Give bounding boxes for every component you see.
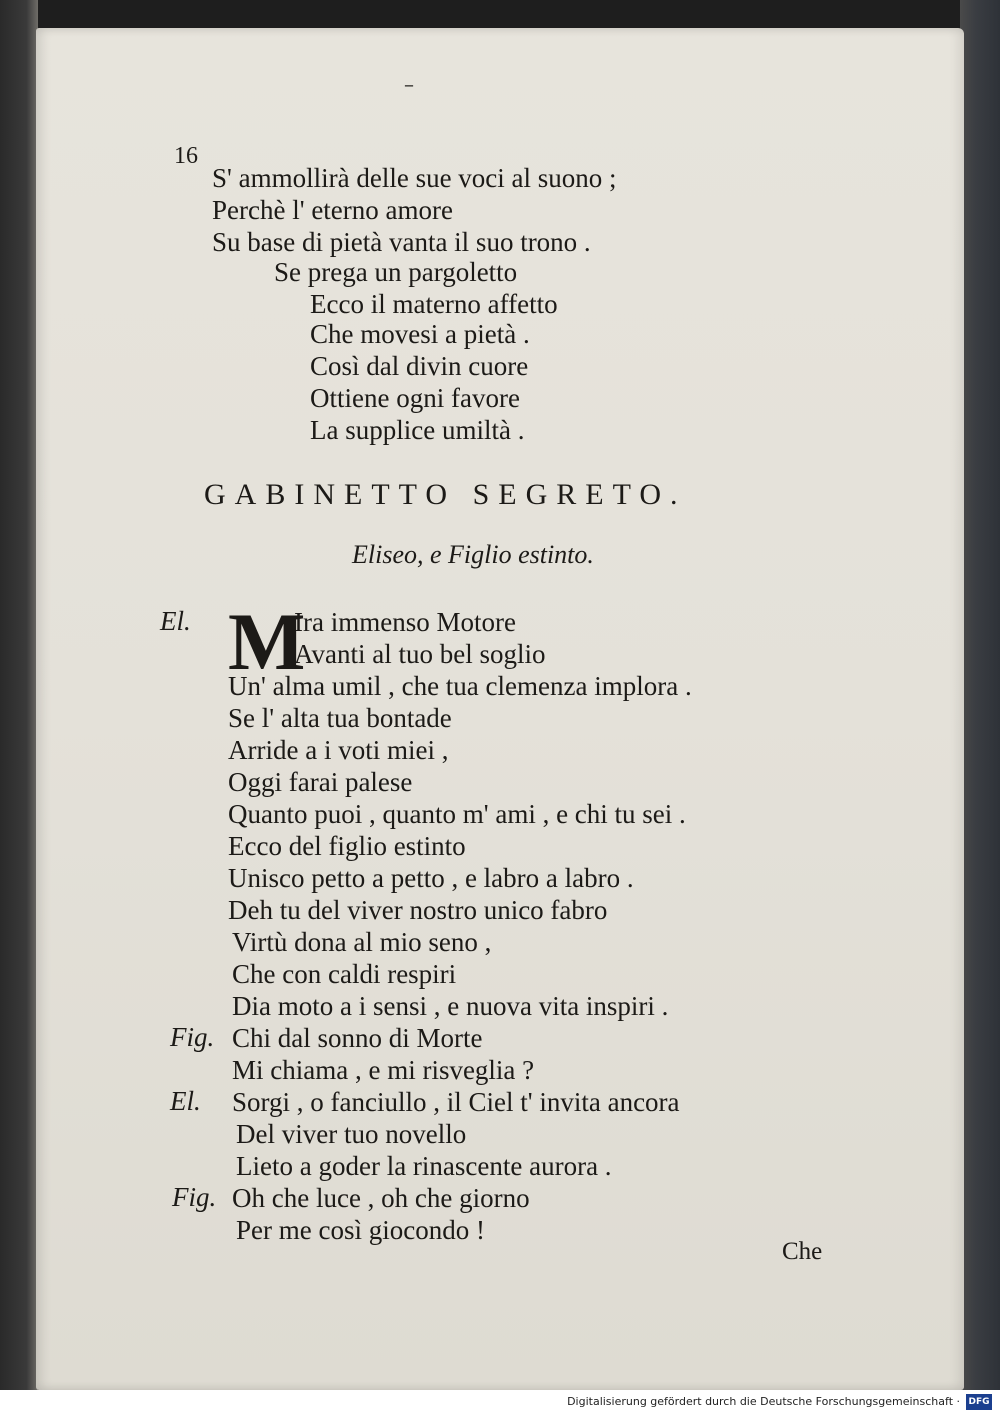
dialogue-line: Ecco del figlio estinto [228,831,466,861]
dialogue-line: Dia moto a i sensi , e nuova vita inspiri . [232,991,669,1021]
verse-line: Su base di pietà vanta il suo trono . [212,227,591,257]
verse-line: Perchè l' eterno amore [212,195,453,225]
page-number: 16 [174,143,198,169]
verse-line: Ottiene ogni favore [310,383,520,413]
dialogue-line: Oggi farai palese [228,767,413,797]
dialogue-line: Avanti al tuo bel soglio [294,639,546,669]
verse-line: Che movesi a pietà . [310,319,530,349]
digitization-footer [0,1390,1000,1416]
drop-capital: M [228,596,306,687]
dialogue-line: Mi chiama , e mi risveglia ? [232,1055,535,1085]
book-edge-left [0,0,38,1390]
dialogue-line: Se l' alta tua bontade [228,703,452,733]
funding-credit: Digitalisierung gefördert durch die Deutsche Forschungsgemeinschaft · [567,1395,960,1408]
scene-heading: GABINETTO SEGRETO. [204,478,687,511]
verse-line: Ecco il materno affetto [310,289,558,319]
speaker-label: El. [160,606,191,636]
book-edge-right [960,0,1000,1390]
dialogue-line: Deh tu del viver nostro unico fabro [228,895,608,925]
dialogue-line: Che con caldi respiri [232,959,457,989]
speaker-label: Fig. [172,1182,217,1212]
dialogue-line: Virtù dona al mio seno , [232,927,492,957]
dialogue-line: Ira immenso Motore [294,607,516,637]
catchword: Che [782,1238,823,1265]
verse-line: Così dal divin cuore [310,351,529,381]
speaker-label: El. [170,1086,201,1116]
speaker-label: Fig. [170,1022,215,1052]
dialogue-line: Arride a i voti miei , [228,735,449,765]
verse-line: Se prega un pargoletto [274,257,518,287]
dialogue-line: Del viver tuo novello [236,1119,467,1149]
dialogue-line: Oh che luce , oh che giorno [232,1183,530,1213]
page-top-mark: – [404,72,414,96]
dfg-logo[interactable]: DFG [966,1394,992,1410]
dialogue-line: Chi dal sonno di Morte [232,1023,483,1053]
dialogue-line: Un' alma umil , che tua clemenza implora . [228,671,692,701]
dialogue-line: Unisco petto a petto , e labro a labro . [228,863,634,893]
dialogue-line: Quanto puoi , quanto m' ami , e chi tu sei . [228,799,686,829]
verse-line: La supplice umiltà . [310,415,525,445]
verse-line: S' ammollirà delle sue voci al suono ; [212,163,617,193]
scene-characters: Eliseo, e Figlio estinto. [352,540,594,569]
dialogue-line: Per me così giocondo ! [236,1215,485,1245]
dialogue-line: Lieto a goder la rinascente aurora . [236,1151,612,1181]
dialogue-line: Sorgi , o fanciullo , il Ciel t' invita ancora [232,1087,680,1117]
